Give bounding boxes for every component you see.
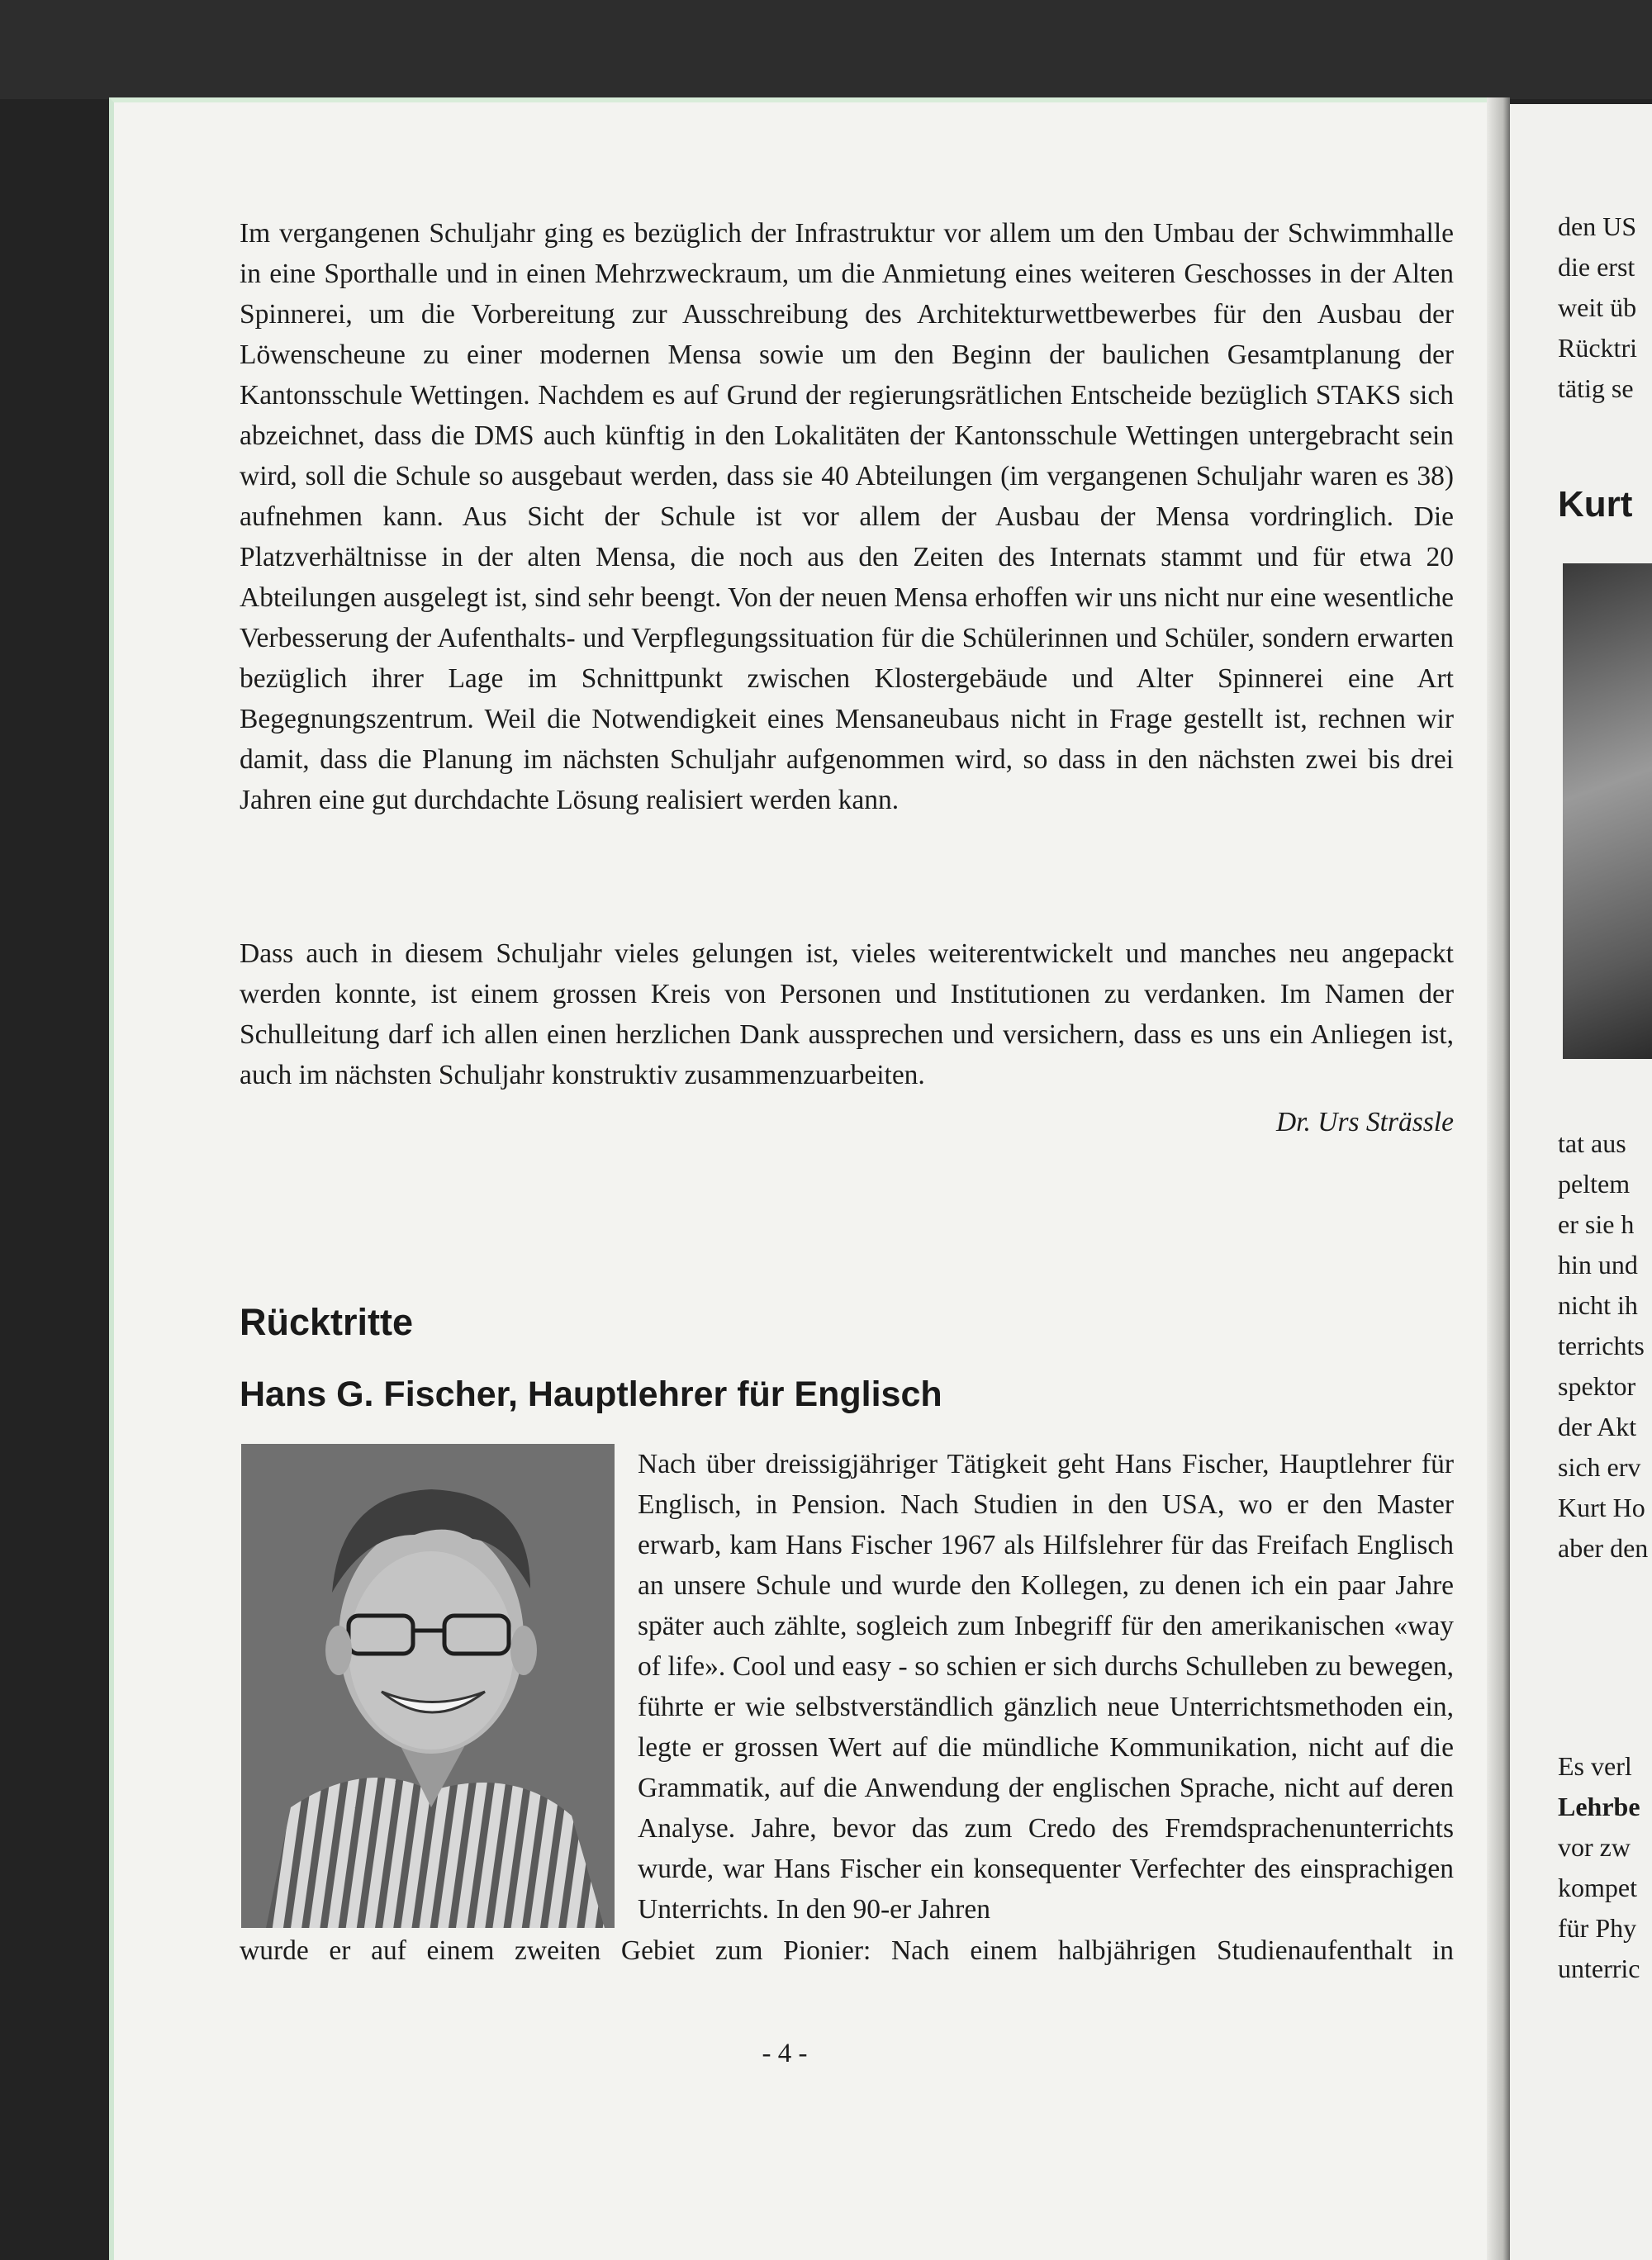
right-page-text-line: er sie h	[1558, 1209, 1635, 1239]
right-page-text-line: Lehrbe	[1558, 1792, 1640, 1821]
right-page-text-line: nicht ih	[1558, 1290, 1638, 1320]
right-page-heading: Kurt	[1558, 484, 1633, 525]
right-page-portrait-photo	[1563, 563, 1652, 1059]
paragraph-hans-fischer-continuation: wurde er auf einem zweiten Gebiet zum Pionier: Nach einem halbjährigen Studienaufenthalt in	[240, 1935, 1454, 1966]
right-page-text-line: tat aus	[1558, 1128, 1626, 1158]
right-page-text-line: Kurt Ho	[1558, 1493, 1645, 1522]
right-page-text-line: sich erv	[1558, 1452, 1641, 1482]
subheading-hans-fischer: Hans G. Fischer, Hauptlehrer für Englisch	[240, 1375, 942, 1414]
scanner-background	[0, 0, 1652, 99]
author-signature: Dr. Urs Strässle	[1275, 1107, 1454, 1137]
book-gutter	[1487, 97, 1510, 2260]
section-heading-ruecktritte: Rücktritte	[240, 1301, 414, 1343]
portrait-photo-hans-fischer	[241, 1444, 615, 1928]
right-page-text-line: vor zw	[1558, 1832, 1631, 1862]
right-page-text-line: unterric	[1558, 1954, 1640, 1983]
right-page-text-line: weit üb	[1558, 292, 1637, 322]
right-page-text-line: terrichts	[1558, 1331, 1645, 1360]
right-page-text-line: den US	[1558, 211, 1637, 241]
portrait-illustration	[241, 1444, 615, 1928]
right-page-text-line: peltem	[1558, 1169, 1631, 1199]
right-page-text-line: Es verl	[1558, 1751, 1632, 1781]
right-page-text-line: hin und	[1558, 1250, 1638, 1280]
paragraph-thanks: Dass auch in diesem Schuljahr vieles gelungen ist, vieles weiterentwickelt und manches neu angepackt werden konnte, ist einem grossen Kreis von Personen und Institutionen zu verdanken. Im Namen der Schulleitung darf ich allen einen herzlichen Dank aussprechen und versichern, dass es uns ein Anliegen ist, auch im nächsten Schuljahr konstruktiv zusammenzuarbeiten.	[240, 938, 1454, 1090]
right-page-text-line: kompet	[1558, 1873, 1637, 1902]
page-number: - 4 -	[762, 2039, 808, 2068]
right-page-text-line: Rücktri	[1558, 333, 1637, 363]
paragraph-hans-fischer-intro: Nach über dreissigjähriger Tätigkeit geht Hans Fischer, Hauptlehrer für Englisch, in Pension. Nach Studien in den USA, wo er den Master erwarb, kam Hans Fischer 1967 als Hilfslehrer für das Freifach Englisch an unsere Schule und wurde den Kollegen, zu denen ich ein paar Jahre später auch zählte, sogleich zum Inbegriff für den amerikanischen «way of life». Cool und easy - so schien er sich durchs Schulleben zu bewegen, führte er wie selbstverständlich gänzlich neue Unterrichtsmethoden ein, legte er grossen Wert auf die mündliche Kommunikation, nicht auf die Grammatik, auf die Anwendung der englischen Sprache, nicht auf deren Analyse. Jahre, bevor das zum Credo des Fremdsprachenunterrichts wurde, war Hans Fischer ein konsequenter Verfechter des einsprachigen Unterrichts. In den 90-er Jahren	[638, 1449, 1454, 1925]
right-page-text-line: aber den	[1558, 1533, 1649, 1563]
right-page-text-line: die erst	[1558, 252, 1635, 282]
right-page-text-line: spektor	[1558, 1371, 1636, 1401]
right-page-text-line: tätig se	[1558, 373, 1634, 403]
paragraph-infrastructure: Im vergangenen Schuljahr ging es bezüglich der Infrastruktur vor allem um den Umbau der Schwimmhalle in eine Sporthalle und in einen Mehrzweckraum, um die Anmietung eines weiteren Geschosses in der Alten Spinnerei, um die Vorbereitung zur Ausschreibung des Architekturwettbewerbes für den Ausbau der Löwenscheune zu einer modernen Mensa sowie um den Beginn der baulichen Gesamtplanung der Kantonsschule Wettingen. Nachdem es auf Grund der regierungsrätlichen Entscheide bezüglich STAKS sich abzeichnet, dass die DMS auch künftig in den Lokalitäten der Kantonsschule Wettingen untergebracht sein wird, soll die Schule so ausgebaut werden, dass sie 40 Abteilungen (im vergangenen Schuljahr waren es 38) aufnehmen kann. Aus Sicht der Schule ist vor allem der Ausbau der Mensa vordringlich. Die Platzverhältnisse in der alten Mensa, die noch aus den Zeiten des Internats stammt und für etwa 20 Abteilungen ausgelegt ist, sind sehr beengt. Von der neuen Mensa erhoffen wir uns nicht nur eine wesentliche Verbesserung der Aufenthalts- und Verpflegungssituation für die Schülerinnen und Schüler, sondern erwarten bezüglich ihrer Lage im Schnittpunkt zwischen Klostergebäude und Alter Spinnerei eine Art Begegnungszentrum. Weil die Notwendigkeit eines Mensaneubaus nicht in Frage gestellt ist, rechnen wir damit, dass die Planung im nächsten Schuljahr aufgenommen wird, so dass in den nächsten zwei bis drei Jahren eine gut durchdachte Lösung realisiert werden kann.	[240, 218, 1454, 815]
right-page-text-line: für Phy	[1558, 1913, 1637, 1943]
right-page-text-line: der Akt	[1558, 1412, 1637, 1441]
